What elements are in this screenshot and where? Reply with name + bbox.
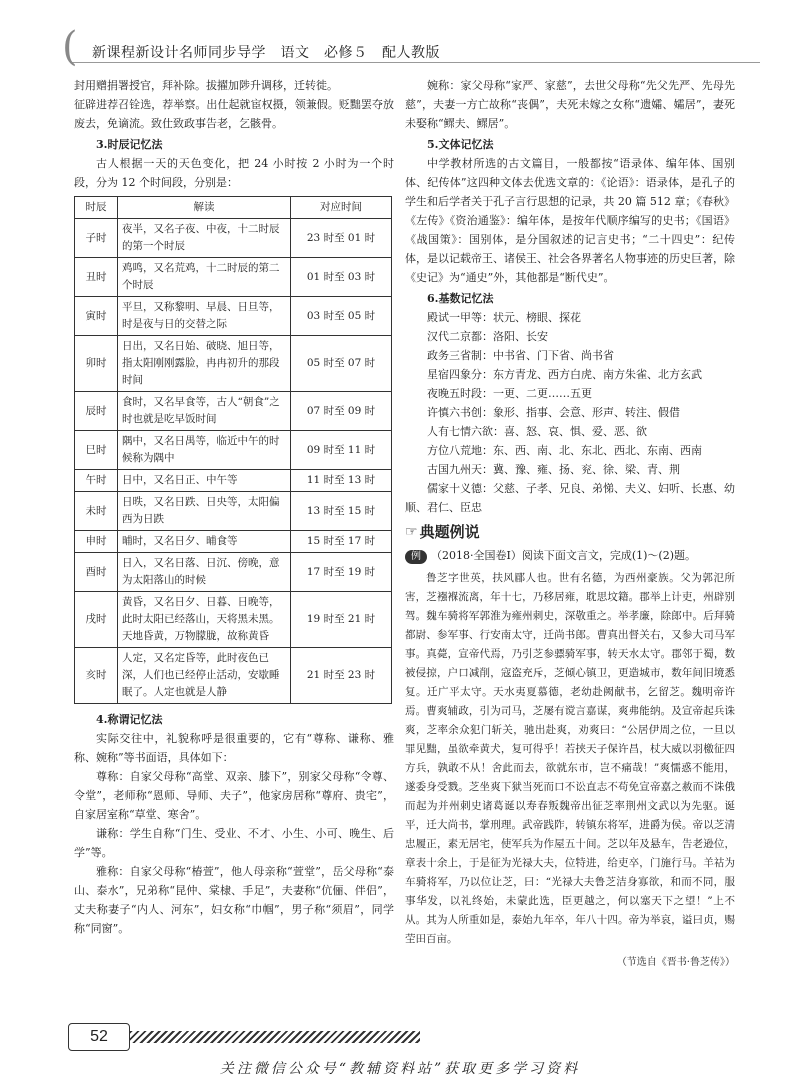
list-item: 古国九州天：冀、豫、雍、扬、兖、徐、梁、青、荆	[427, 463, 680, 476]
table-cell-name: 未时	[75, 492, 118, 531]
table-row	[75, 219, 392, 258]
table-cell-name: 酉时	[75, 553, 118, 592]
table-row	[75, 392, 392, 431]
list-item: 汉代二京都：洛阳、长安	[427, 330, 548, 343]
table-cell-time: 05 时至 07 时	[291, 336, 392, 392]
footer-note: 关注微信公众号“教辅资料站”获取更多学习资料	[219, 1061, 581, 1077]
pointing-hand-icon: ☞	[405, 524, 418, 540]
table-cell-desc: 日昳，又名日跌、日央等，太阳偏西为日跌	[118, 492, 291, 531]
table-cell-name: 戌时	[75, 592, 118, 648]
table-row	[75, 492, 392, 531]
left-column	[74, 76, 394, 938]
table-header-time: 对应时间	[291, 197, 392, 219]
table-row	[75, 297, 392, 336]
decorative-hatch	[130, 1031, 420, 1043]
table-cell-time: 15 时至 17 时	[291, 531, 392, 553]
table-cell-name: 申时	[75, 531, 118, 553]
table-cell-desc: 日入，又名日落、日沉、傍晚，意为太阳落山的时候	[118, 553, 291, 592]
wan-para: 婉称：家父母称“家严、家慈”，去世父母称“先父先严、先母先慈”，夫妻一方亡故称“丧偶”，夫死未嫁之女称“遗孀、孀居”，妻死未娶称“鳏夫、鳏居”。	[405, 79, 735, 130]
table-cell-time: 07 时至 09 时	[291, 392, 392, 431]
table-cell-name: 亥时	[75, 648, 118, 704]
example-intro	[405, 546, 735, 565]
table-cell-desc: 晡时，又名日夕、晡食等	[118, 531, 291, 553]
table-cell-desc: 人定，又名定昏等，此时夜色已深，人们也已经停止活动，安歇睡眠了。人定也就是人静	[118, 648, 291, 704]
intro-line: 征辟进荐召铨选，荐举察。出仕起就宦权摄，领兼假。贬黜罢夺放废去，免谪流。致仕致政事告老，乞骸骨。	[74, 98, 394, 130]
section-5-para: 中学教材所选的古文篇目，一般都按“语录体、编年体、国别体、纪传体”这四种文体去优选文章的：《论语》：语录体，是孔子的学生和后学者关于孔子言行思想的记录，共 20 篇 512 章；《春秋》《左传》《资治通鉴》：编年体，是按年代顺序编写的史书；《国语》《战国策》：国别体，是分国叙述的记言史书；“二十四史”：纪传体，是以记载帝王、诸侯王、社会各界著名人物事迹的历史巨著，除《史记》为“通史”外，其他都是“断代史”。	[405, 157, 735, 284]
table-cell-time: 01 时至 03 时	[291, 258, 392, 297]
intro-line: 封用赠捐署授官，拜补除。拔擢加陟升调移，迁转徙。	[74, 79, 338, 92]
header-bracket-icon: (	[62, 24, 78, 70]
section-3-intro: 古人根据一天的天色变化，把 24 小时按 2 小时为一个时段，分为 12 个时间段，分别是：	[74, 157, 394, 189]
section-4-para: 雅称：自家父母称“椿萱”，他人母亲称“萱堂”，岳父母称“泰山、泰水”，兄弟称“昆仲、棠棣、手足”，夫妻称“伉俪、伴侣”，丈夫称妻子“内人、河东”，妇女称“巾帼”，男子称“须眉”，同学称“同窗”。	[74, 865, 394, 935]
list-item: 许慎六书创：象形、指事、会意、形声、转注、假借	[427, 406, 680, 419]
table-cell-desc: 日出，又名日始、破晓、旭日等，指太阳刚刚露脸，冉冉初升的那段时间	[118, 336, 291, 392]
table-header-desc: 解读	[118, 197, 291, 219]
list-item: 人有七情六欲：喜、怒、哀、惧、爱、恶、欲	[427, 425, 647, 438]
table-cell-time: 03 时至 05 时	[291, 297, 392, 336]
table-cell-time: 19 时至 21 时	[291, 592, 392, 648]
list-item: 星宿四象分：东方青龙、西方白虎、南方朱雀、北方玄武	[427, 368, 702, 381]
table-cell-time: 23 时至 01 时	[291, 219, 392, 258]
table-cell-time: 17 时至 19 时	[291, 553, 392, 592]
table-cell-name: 辰时	[75, 392, 118, 431]
list-item: 夜晚五时段：一更、二更……五更	[427, 387, 592, 400]
table-row	[75, 258, 392, 297]
ancient-passage	[405, 569, 735, 949]
table-row	[75, 648, 392, 704]
section-3-title: 3.时辰记忆法	[96, 138, 163, 151]
section-4-para: 谦称：学生自称“门生、受业、不才、小生、小可、晚生、后学”等。	[74, 827, 394, 859]
section-4-para: 尊称：自家父母称“高堂、双亲、膝下”，别家父母称“令尊、令堂”，老师称“恩师、导师、夫子”，他家房居称“尊府、贵宅”，自家居室称“草堂、寒舍”。	[74, 770, 394, 821]
passage-source: （节选自《晋书·鲁芝传》）	[616, 957, 735, 968]
header-title: 新课程新设计名师同步导学 语文 必修５ 配人教版	[92, 45, 440, 61]
table-cell-name: 丑时	[75, 258, 118, 297]
table-header-row	[75, 197, 392, 219]
shichen-table	[74, 196, 392, 704]
example-badge: 例	[405, 550, 427, 564]
table-cell-time: 13 时至 15 时	[291, 492, 392, 531]
table-cell-time: 09 时至 11 时	[291, 431, 392, 470]
table-cell-time: 11 时至 13 时	[291, 470, 392, 492]
table-cell-name: 巳时	[75, 431, 118, 470]
page-number: 52	[68, 1023, 130, 1051]
table-cell-time: 21 时至 23 时	[291, 648, 392, 704]
page-header	[62, 24, 760, 70]
table-cell-desc: 夜半，又名子夜、中夜，十二时辰的第一个时辰	[118, 219, 291, 258]
list-item: 方位八荒地：东、西、南、北、东北、西北、东南、西南	[427, 444, 702, 457]
table-row	[75, 592, 392, 648]
list-item: 政务三省制：中书省、门下省、尚书省	[427, 349, 614, 362]
table-row	[75, 531, 392, 553]
section-5-title: 5.文体记忆法	[427, 138, 494, 151]
table-row	[75, 336, 392, 392]
section-4-para: 实际交往中，礼貌称呼是很重要的，它有“尊称、谦称、雅称、婉称”等书面语，具体如下：	[74, 732, 394, 764]
table-row	[75, 431, 392, 470]
example-header	[405, 523, 735, 542]
section-6-title: 6.基数记忆法	[427, 292, 494, 305]
table-cell-name: 卯时	[75, 336, 118, 392]
example-intro-text: （2018·全国卷Ⅰ）阅读下面文言文，完成(1)～(2)题。	[431, 549, 696, 562]
list-item: 儒家十义德：父慈、子孝、兄良、弟悌、夫义、妇听、长惠、幼顺、君仁、臣忠	[405, 482, 735, 514]
table-cell-desc: 隅中，又名日禺等，临近中午的时候称为隅中	[118, 431, 291, 470]
list-item: 殿试一甲等：状元、榜眼、探花	[427, 311, 581, 324]
table-cell-desc: 黄昏，又名日夕、日暮、日晚等，此时太阳已经落山，天将黑未黑。天地昏黄，万物朦胧，故称黄昏	[118, 592, 291, 648]
right-column	[405, 76, 735, 972]
table-cell-desc: 日中，又名日正、中午等	[118, 470, 291, 492]
table-row	[75, 470, 392, 492]
table-header-name: 时辰	[75, 197, 118, 219]
table-cell-name: 午时	[75, 470, 118, 492]
example-section-title: 典题例说	[419, 523, 480, 541]
table-row	[75, 553, 392, 592]
table-cell-desc: 食时，又名早食等，古人“朝食”之时也就是吃早饭时间	[118, 392, 291, 431]
table-cell-name: 寅时	[75, 297, 118, 336]
table-cell-desc: 鸡鸣，又名荒鸡，十二时辰的第二个时辰	[118, 258, 291, 297]
section-6-list	[405, 308, 735, 517]
table-cell-name: 子时	[75, 219, 118, 258]
section-4-title: 4.称谓记忆法	[96, 713, 163, 726]
passage-text: 鲁芝字世英，扶风郿人也。世有名德，为西州豪族。父为郭氾所害，芝襁褓流离，年十七，乃移居雍，耽思坟籍。郡举上计吏，州辟别驾。魏车骑将军郭淮为雍州刺史，深敬重之。举孝廉，除郎中。后拜骑都尉、参军事、行安南太守，迁尚书郎。曹真出督关右，又参大司马军事。真薨，宣帝代焉，乃引芝参骠骑军事，转天水太守。郡邻于蜀，数被侵掠，户口减削，寇盗充斥，芝倾心镇卫，更造城市，数年间旧境悉复。迁广平太守。天水夷夏慕德，老幼赴阙献书，乞留芝。魏明帝许焉。曹爽辅政，引为司马，芝屡有谠言嘉谋，爽弗能纳。及宣帝起兵诛爽，芝率余众犯门斩关，驰出赴爽，劝爽曰：“公居伊周之位，一旦以罪见黜，虽欲牵黄犬，复可得乎！若挟天子保许昌，杖大威以羽檄征四方兵，孰敢不从！舍此而去，欲就东市，岂不痛哉！”爽懦惑不能用，遂委身受戮。芝坐爽下狱当死而口不讼直志不苟免宣帝嘉之赦而不诛俄而起为并州刺史诸葛诞以寿春叛魏帝出征芝率荆州文武以为先驱。诞平，迁大尚书，掌刑理。武帝践阼，转镇东将军，进爵为侯。帝以芝清忠履正，素无居宅，使军兵为作屋五十间。芝以年及悬车，告老逊位，章表十余上，于是征为光禄大夫，位特进，给吏卒，门施行马。羊祜为车骑将军，乃以位让芝，曰：“光禄大夫鲁芝洁身寡欲，和而不同，服事华发，以礼终始，未蒙此选，臣更越之，何以塞天下之望！”上不从。其为人所重如是，泰始九年卒，年八十四。帝为举哀，谥曰贞，赐茔田百亩。	[405, 572, 735, 945]
table-cell-desc: 平旦，又称黎明、早晨、日旦等，时是夜与日的交替之际	[118, 297, 291, 336]
